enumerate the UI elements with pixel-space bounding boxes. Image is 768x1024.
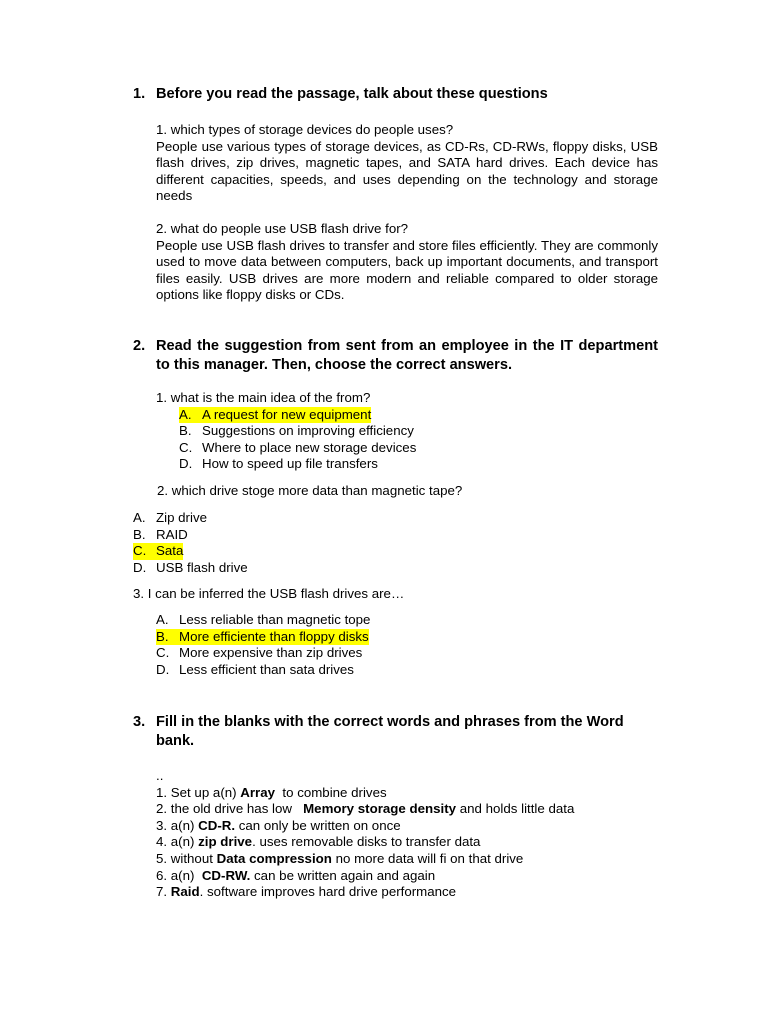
item-answer: Memory storage density	[303, 801, 457, 817]
option-d	[156, 662, 658, 679]
section-2-heading	[133, 337, 658, 374]
option-text: USB flash drive	[156, 559, 248, 575]
option-letter: D.	[156, 661, 170, 677]
option-d	[133, 560, 635, 577]
option-letter: B.	[133, 526, 146, 542]
answer-text: People use various types of storage devices, as CD-Rs, CD-RWs, floppy disks, USB flash drives, zip drives, magnetic tapes, and SATA hard drives. Each device has different capacities, speeds, and uses depending on the technology and storage needs	[156, 138, 658, 204]
option-letter: D.	[133, 559, 147, 575]
option-text: Less efficient than sata drives	[179, 661, 354, 677]
option-text: Less reliable than magnetic tope	[179, 612, 371, 627]
fill-item-6	[156, 868, 658, 885]
item-prefix: 4. a(n)	[156, 834, 199, 850]
section-1-question-2	[156, 221, 658, 304]
option-text: Where to place new storage devices	[202, 439, 417, 455]
option-text: How to speed up file transfers	[202, 456, 378, 472]
option-c	[179, 440, 658, 457]
fill-item-2	[156, 801, 658, 818]
question-text: 1. what is the main idea of the from?	[156, 390, 371, 405]
item-suffix: can be written again and again	[250, 867, 436, 883]
item-answer: CD-RW.	[201, 867, 251, 883]
option-a	[179, 407, 658, 424]
highlighted-answer	[156, 629, 369, 646]
option-text: More expensive than zip drives	[179, 645, 363, 661]
option-c	[133, 543, 635, 560]
fill-item-4	[156, 834, 658, 851]
item-suffix: to combine drives	[275, 784, 387, 800]
item-suffix: can only be written on once	[235, 817, 401, 833]
option-letter: B.	[156, 628, 169, 644]
item-prefix: 6. a(n)	[156, 867, 202, 883]
item-answer: Array	[240, 784, 276, 800]
section-title: Read the suggestion from sent from an employee in the IT department to this manager. Then, choose the correct answers.	[156, 338, 658, 373]
item-answer: Data compression	[216, 850, 332, 866]
section-3-heading	[133, 713, 658, 750]
section-1-heading	[133, 85, 658, 104]
section-number: 1.	[133, 86, 146, 102]
item-suffix: and holds little data	[456, 801, 575, 817]
fill-item-1	[156, 785, 658, 802]
highlighted-answer	[133, 543, 183, 560]
option-b	[156, 629, 658, 646]
option-text: Suggestions on improving efficiency	[202, 423, 414, 439]
section-title: Before you read the passage, talk about these questions	[156, 86, 548, 102]
option-letter: A.	[133, 510, 146, 525]
section-2-question-1	[156, 390, 658, 473]
item-answer: Raid	[170, 884, 200, 900]
question-text: 2. which drive stoge more data than magnetic tape?	[157, 483, 463, 498]
fill-item-3	[156, 818, 658, 835]
item-prefix: 5. without	[156, 850, 217, 866]
section-2-question-2	[157, 483, 659, 500]
item-answer: zip drive	[198, 834, 253, 850]
item-prefix: 1. Set up a(n)	[156, 784, 241, 800]
word-bank-answers	[156, 768, 658, 901]
option-c	[156, 645, 658, 662]
option-a	[156, 612, 658, 629]
item-suffix: . software improves hard drive performance	[199, 884, 457, 900]
item-suffix: no more data will fi on that drive	[331, 850, 524, 866]
option-b	[133, 527, 635, 544]
dots: ..	[156, 768, 164, 783]
option-letter: C.	[133, 543, 147, 559]
fill-item-7	[156, 884, 658, 901]
item-answer: CD-R.	[198, 817, 236, 833]
item-prefix: 7.	[156, 884, 171, 900]
section-2-question-2-options	[133, 510, 635, 576]
question-text: 2. what do people use USB flash drive for?	[156, 221, 409, 236]
section-1-question-1	[156, 122, 658, 205]
option-text: Sata	[156, 543, 184, 559]
option-text: A request for new equipment	[202, 406, 372, 422]
section-2-question-3	[133, 586, 635, 603]
answer-text: People use USB flash drives to transfer and store files efficiently. They are commonly used to move data between computers, back up important documents, and transport files easily. USB drives are more modern and reliable compared to older storage options like floppy disks or CDs.	[156, 237, 658, 303]
option-letter: C.	[179, 439, 193, 455]
option-list	[179, 407, 658, 473]
option-a	[133, 510, 635, 527]
option-letter: B.	[179, 423, 192, 439]
section-number: 2.	[133, 338, 146, 354]
highlighted-answer	[179, 407, 371, 424]
fill-item-5	[156, 851, 658, 868]
option-b	[179, 423, 658, 440]
item-suffix: . uses removable disks to transfer data	[252, 834, 481, 850]
option-letter: C.	[156, 645, 170, 661]
question-text: 1. which types of storage devices do people uses?	[156, 122, 454, 137]
option-letter: A.	[156, 612, 169, 627]
item-prefix: 2. the old drive has low	[156, 801, 304, 817]
option-letter: A.	[179, 406, 192, 422]
option-text: RAID	[156, 526, 188, 542]
option-letter: D.	[179, 456, 193, 472]
section-title: Fill in the blanks with the correct words and phrases from the Word bank.	[156, 714, 624, 749]
question-text: 3. I can be inferred the USB flash drives are…	[133, 586, 405, 601]
section-number: 3.	[133, 714, 146, 730]
section-2-question-3-options	[156, 612, 658, 678]
option-text: Zip drive	[156, 510, 207, 525]
item-prefix: 3. a(n)	[156, 817, 199, 833]
option-d	[179, 456, 658, 473]
option-text: More efficiente than floppy disks	[179, 628, 369, 644]
